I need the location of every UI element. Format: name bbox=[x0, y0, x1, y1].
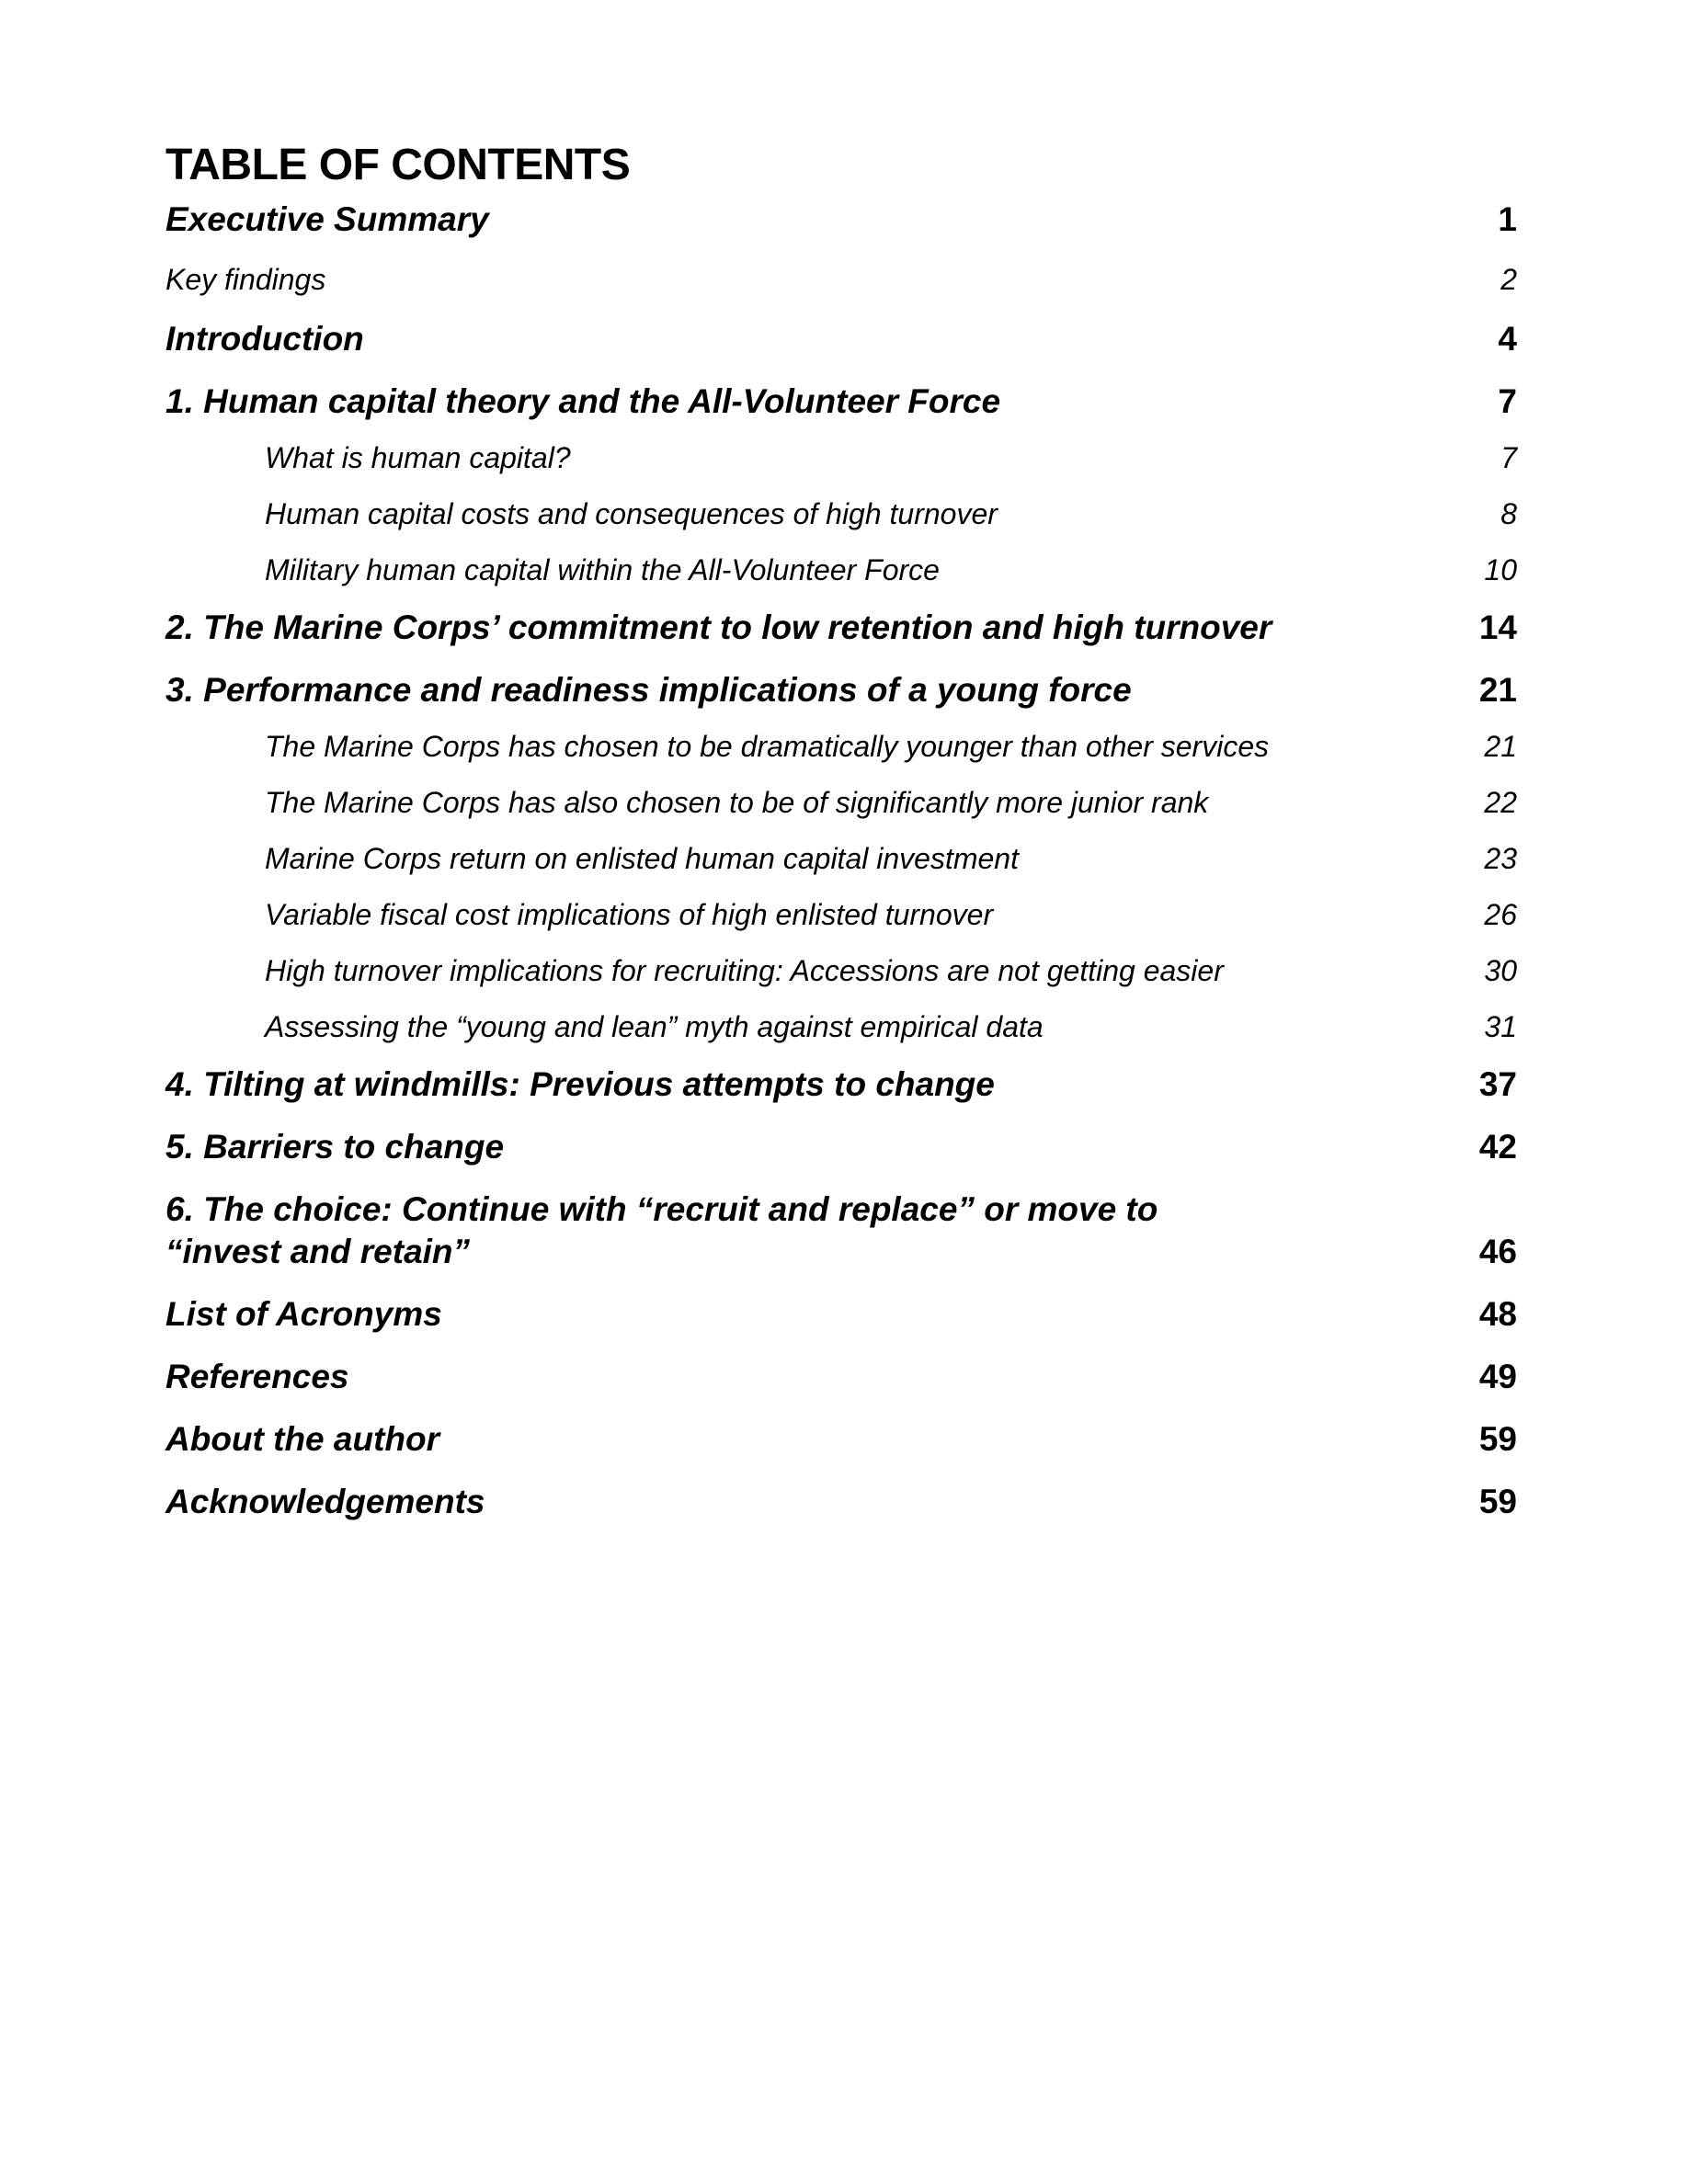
toc-entry-page: 23 bbox=[1484, 842, 1517, 875]
toc-entry-title: List of Acronyms bbox=[165, 1295, 442, 1333]
toc-entry-page: 59 bbox=[1478, 1483, 1517, 1520]
toc-entry-page: 8 bbox=[1500, 497, 1517, 530]
toc-entry-chapter-5[interactable] bbox=[165, 1126, 1517, 1168]
toc-entry-acknowledgements[interactable] bbox=[165, 1481, 1517, 1523]
toc-entry-chapter-6[interactable] bbox=[165, 1189, 1517, 1273]
toc-entry-page: 2 bbox=[1500, 263, 1517, 296]
toc-subentry[interactable] bbox=[165, 552, 1517, 588]
toc-entry-title: The Marine Corps has also chosen to be of significantly more junior rank bbox=[265, 786, 1209, 819]
toc-entry-title: References bbox=[165, 1358, 349, 1395]
toc-subentry[interactable] bbox=[165, 1008, 1517, 1045]
toc-entry-executive-summary[interactable] bbox=[165, 199, 1517, 241]
toc-entry-page: 21 bbox=[1484, 730, 1517, 763]
toc-entry-title: High turnover implications for recruiting: Accessions are not getting easier bbox=[265, 954, 1224, 987]
toc-entry-page: 46 bbox=[1478, 1233, 1517, 1270]
toc-entry-title: 2. The Marine Corps’ commitment to low retention and high turnover bbox=[165, 609, 1272, 646]
toc-entry-title: Key findings bbox=[165, 263, 326, 296]
toc-entry-page: 22 bbox=[1484, 786, 1517, 819]
toc-subentry[interactable] bbox=[165, 728, 1517, 765]
toc-entry-chapter-1[interactable] bbox=[165, 381, 1517, 423]
toc-entry-page: 7 bbox=[1498, 382, 1517, 420]
toc-entry-key-findings[interactable] bbox=[165, 261, 1517, 298]
toc-entry-title: 1. Human capital theory and the All-Volunteer Force bbox=[165, 382, 1001, 420]
toc-entry-introduction[interactable] bbox=[165, 318, 1517, 360]
toc-entry-title: What is human capital? bbox=[265, 441, 571, 474]
toc-entry-title: Acknowledgements bbox=[165, 1483, 485, 1520]
toc-entry-page: 49 bbox=[1478, 1358, 1517, 1395]
toc-entry-chapter-4[interactable] bbox=[165, 1064, 1517, 1106]
toc-entry-title: Variable fiscal cost implications of high enlisted turnover bbox=[265, 898, 994, 931]
table-of-contents-page bbox=[165, 138, 1517, 1523]
toc-subentry[interactable] bbox=[165, 840, 1517, 877]
toc-entry-title: 3. Performance and readiness implications of a young force bbox=[165, 671, 1132, 709]
toc-subentry[interactable] bbox=[165, 495, 1517, 532]
toc-entry-page: 14 bbox=[1478, 609, 1517, 646]
toc-entry-title: Human capital costs and consequences of high turnover bbox=[265, 497, 998, 530]
toc-entry-page: 42 bbox=[1478, 1128, 1517, 1166]
toc-entry-page: 1 bbox=[1498, 200, 1517, 238]
toc-list bbox=[165, 199, 1517, 1523]
toc-entry-list-of-acronyms[interactable] bbox=[165, 1293, 1517, 1336]
toc-entry-chapter-3[interactable] bbox=[165, 669, 1517, 711]
toc-entry-title: 5. Barriers to change bbox=[165, 1128, 505, 1166]
toc-entry-page: 59 bbox=[1478, 1420, 1517, 1458]
toc-entry-references[interactable] bbox=[165, 1356, 1517, 1398]
toc-entry-page: 31 bbox=[1484, 1010, 1517, 1043]
toc-entry-page: 4 bbox=[1498, 320, 1517, 358]
toc-entry-page: 21 bbox=[1478, 671, 1517, 709]
toc-entry-page: 48 bbox=[1478, 1295, 1517, 1333]
toc-entry-page: 10 bbox=[1484, 553, 1517, 586]
toc-entry-page: 26 bbox=[1484, 898, 1517, 931]
toc-entry-page: 37 bbox=[1478, 1065, 1517, 1103]
toc-entry-title: The Marine Corps has chosen to be dramatically younger than other services bbox=[265, 730, 1270, 763]
toc-entry-chapter-2[interactable] bbox=[165, 607, 1517, 649]
toc-entry-about-the-author[interactable] bbox=[165, 1418, 1517, 1461]
toc-entry-title: 4. Tilting at windmills: Previous attempts to change bbox=[165, 1065, 995, 1103]
toc-entry-title: Marine Corps return on enlisted human capital investment bbox=[265, 842, 1019, 875]
toc-entry-title: Introduction bbox=[165, 320, 364, 358]
toc-subentry[interactable] bbox=[165, 784, 1517, 821]
toc-subentry[interactable] bbox=[165, 952, 1517, 989]
toc-subentry[interactable] bbox=[165, 439, 1517, 476]
toc-entry-title: Executive Summary bbox=[165, 200, 489, 238]
toc-entry-page: 30 bbox=[1484, 954, 1517, 987]
toc-entry-title: 6. The choice: Continue with “recruit and replace” or move to “invest and retain” bbox=[165, 1190, 1158, 1270]
toc-entry-title: About the author bbox=[165, 1420, 440, 1458]
toc-entry-title: Assessing the “young and lean” myth against empirical data bbox=[265, 1010, 1044, 1043]
toc-heading: TABLE OF CONTENTS bbox=[165, 141, 631, 189]
toc-entry-title: Military human capital within the All-Volunteer Force bbox=[265, 553, 940, 586]
toc-entry-page: 7 bbox=[1500, 441, 1517, 474]
toc-subentry[interactable] bbox=[165, 896, 1517, 933]
